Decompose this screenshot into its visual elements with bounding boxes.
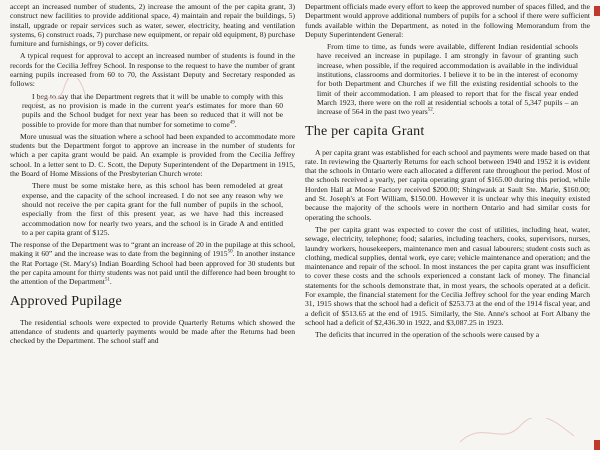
block-quote	[10, 181, 295, 237]
paragraph: The deficits that incurred in the operation of the schools were caused by a	[315, 330, 540, 340]
page-edge-mark	[594, 6, 600, 16]
paragraph: More unusual was the situation where a school had been expanded to accommodate more students but the Department forgot to approve an increase in the number of students for which a per capita grant would be paid. An example is provided from the Cecilia Jeffrey school. In a letter sent to D. C. Scott, the Deputy Superintendent of the Department in 1915, the Board of Home Missions of the Presbyterian Church wrote:	[10, 131, 295, 179]
paragraph: A typical request for approval to accept an increased number of students is found in the records for the Cecilia Jeffrey School. In response to the request to have the number of grant earning pupils increased from 60 to 70, the Assistant Deputy and Secretary responded as follows:	[10, 51, 295, 89]
footnote-ref: 50	[227, 249, 233, 255]
paragraph-text: . In another instance the Rat Portage (St. Mary's) Indian Boarding School had been approved for 30 students but the per capita amount for thirty students was not paid until the difference had been brought to the attention of the Department	[10, 249, 295, 287]
left-column	[10, 2, 295, 450]
quote-text: From time to time, as funds were available, different Indian residential schools have received an increase in pupilage. I am strongly in favour of granting such increase, when possible, if the required accommodation is available in the individual institutions, classrooms and dormitories. I believe it to be in the interest of economy for both Department and Churches if we fill the existing residential schools to the limit of their accommodation. I am pleased to report that for the fiscal year ended March 1923, there were on the roll at residential schools a total of 5,347 pupils – an increase of 564 in the past two years	[317, 42, 578, 117]
decorative-squiggle-right	[458, 418, 578, 448]
paragraph	[10, 240, 295, 286]
quote-text: I beg to say that the Department regrets that it will be unable to comply with this request, as no provision is made in the current year's estimates for more than 60 pupils and the School budget for next year has been so reduced that it will not be possible to provide for more than that number for sometime to come	[22, 91, 283, 129]
section-heading: The per capita Grant	[305, 123, 425, 139]
section-heading: Approved Pupilage	[10, 293, 122, 309]
footnote-ref: 49	[229, 120, 235, 126]
page-edge-mark	[594, 440, 600, 450]
block-quote: From time to time, as funds were available, different Indian residential schools have received an increase in pupilage. I am strongly in favour of granting such increase, when possible, if the required accommodation is available in the individual institutions, classrooms and dormitories. I believe it to be in the interest of economy for both Department and Churches if we fill the existing residential schools to the limit of their accommodation. I am pleased to report that for the fiscal year ended March 1923, there were on the roll at residential schools a total of 5,347 pupils – an increase of 564 in the past two years$^{52}$.	[317, 42, 578, 117]
paragraph: Department officials made every effort to keep the approved number of spaces filled, and the Department would approve additional numbers of pupils for a school if there were sufficient funds available within the Department, as noted in the following Memorandum from the Deputy Superintendent General:	[305, 2, 590, 39]
paragraph: A per capita grant was established for each school and payments were made based on that rate. In reviewing the Quarterly Returns for each school between 1940 and 1952 it is evident that the schools in Ontario were each allocated a different rate throughout the period. Most of the schools received a yearly, per capita operating grant of $165.00 during this period, while Horden Hall at Moose Factory received $200.00; Shingwauk at Sault Ste. Marie, $160.00; and St. Joseph's at Fort William, $150.00. However it is unclear why this inequity existed because the majority of the schools were in northern Ontario and had similar costs for operating the schools.	[305, 147, 590, 222]
paragraph: The residential schools were expected to provide Quarterly Returns which showed the attendance of students and quarterly payments would be made after the Returns had been checked by the Department. The school staff and	[10, 317, 295, 346]
block-quote: I beg to say that the Department regrets that it will be unable to comply with this request, as no provision is made in the current year's estimates for more than 60 pupils and the School budget for next year has been so reduced that it will not be possible to provide for more than that number for sometime to come$^{49}$.	[22, 91, 283, 129]
paragraph-text: .	[109, 277, 112, 287]
right-column	[305, 2, 590, 450]
footnote-ref: 51	[104, 277, 110, 283]
decorative-squiggle-left	[30, 78, 90, 114]
quote-text: There must be some mistake here, as this school has been remodeled at great expense, and the capacity of the school increased. I do not see any reason why we should not receive the per capita grant for the full number of pupils in the school, especially from the first of this present year, as we have had this increased accommodation now for nearly two years, and the school is in Grade A and entitled to a per capita grant of $125.	[22, 181, 283, 237]
paragraph: The per capita grant was expected to cover the cost of utilities, including heat, water, sewage, electricity, telephone; food; salaries, including teachers, cooks, supervisors, nurses, laundry workers, housekeepers, maintenance men and casual labourers; student costs such as clothing, medical supplies, dental work, eye care; vehicle maintenance and operation; and the maintenance and repair of the school. In most instances the per capita grant was insufficient to cover these costs and the schools experienced a constant lack of money. The financial statements for the schools demonstrate that, in most years, the schools operated at a deficit. For example, the financial statement for the Cecilia Jeffrey school for the year ending March 31, 1915 shows that the school had a deficit of $253.73 at the end of the 1914 fiscal year, and a deficit of $513.65 at the end of 1915. Similarly, the Ste. Anne's school at Fort Albany the school had a deficit of $2,436.30 in 1922, and $3,087.25 in 1923.	[305, 224, 590, 327]
footnote-ref: 52	[427, 107, 433, 113]
paragraph-text: The response of the Department was to “grant an increase of 20 in the pupilage at this school, making it 60” and the increase was to date from the beginning of 1915	[10, 240, 295, 259]
paragraph: accept an increased number of students, 2) increase the amount of the per capita grant, 3) construct new facilities to provide additional space, 4) maintain and repair the buildings, 5) install, upgrade or repair services such as water, sewer, electricity, heating and ventilation systems, 6) construct roads, 7) purchase new equipment, or repair old equipment, 8) purchase furniture and furnishings, or 9) cover deficits.	[10, 2, 295, 49]
